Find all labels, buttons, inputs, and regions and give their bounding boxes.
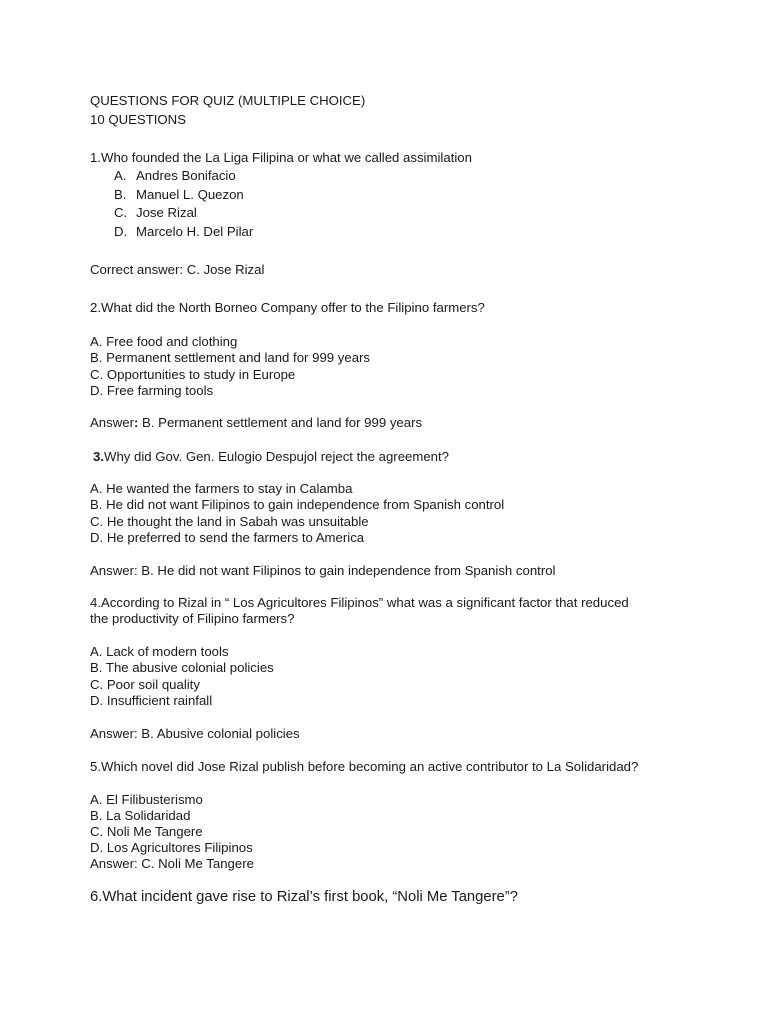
question-2-option-b: B. Permanent settlement and land for 999 years bbox=[90, 350, 371, 365]
option-letter: C. bbox=[114, 205, 128, 220]
option-text: Jose Rizal bbox=[136, 205, 197, 220]
question-count: 10 QUESTIONS bbox=[90, 112, 187, 127]
question-3-option-d: D. He preferred to send the farmers to America bbox=[90, 530, 365, 545]
question-3-option-b: B. He did not want Filipinos to gain independence from Spanish control bbox=[90, 497, 505, 512]
question-number: 3. bbox=[93, 449, 104, 464]
question-3-option-a: A. He wanted the farmers to stay in Calamba bbox=[90, 481, 353, 496]
question-body: Why did Gov. Gen. Eulogio Despujol reject the agreement? bbox=[104, 449, 450, 464]
question-1-option-b bbox=[114, 187, 244, 203]
option-text: Manuel L. Quezon bbox=[136, 187, 244, 202]
answer-colon: : bbox=[133, 415, 139, 430]
question-6-text: 6.What incident gave rise to Rizal’s first book, “Noli Me Tangere”? bbox=[90, 889, 518, 905]
question-2-text: 2.What did the North Borneo Company offer to the Filipino farmers? bbox=[90, 300, 485, 315]
question-4-answer: Answer: B. Abusive colonial policies bbox=[90, 726, 300, 741]
question-5-option-b: B. La Solidaridad bbox=[90, 808, 191, 823]
question-2-option-a: A. Free food and clothing bbox=[90, 334, 238, 349]
answer-label: Answer bbox=[90, 415, 134, 430]
question-4-text-line-2: the productivity of Filipino farmers? bbox=[90, 611, 295, 626]
option-letter: A. bbox=[114, 168, 127, 183]
question-2-option-d: D. Free farming tools bbox=[90, 383, 214, 398]
option-text: Andres Bonifacio bbox=[136, 168, 236, 183]
question-5-answer: Answer: C. Noli Me Tangere bbox=[90, 856, 254, 871]
question-4-option-a: A. Lack of modern tools bbox=[90, 644, 229, 659]
question-3-text bbox=[93, 449, 449, 465]
question-5-option-c: C. Noli Me Tangere bbox=[90, 824, 203, 839]
question-1-option-d bbox=[114, 224, 253, 240]
option-letter: B. bbox=[114, 187, 127, 202]
question-1-answer: Correct answer: C. Jose Rizal bbox=[90, 262, 265, 277]
question-4-option-c: C. Poor soil quality bbox=[90, 677, 200, 692]
question-4-text-line-1: 4.According to Rizal in “ Los Agricultores Filipinos” what was a significant factor that reduced bbox=[90, 595, 629, 610]
question-4-option-b: B. The abusive colonial policies bbox=[90, 660, 274, 675]
option-letter: D. bbox=[114, 224, 128, 239]
answer-text: B. Permanent settlement and land for 999 years bbox=[138, 415, 423, 430]
question-5-option-a: A. El Filibusterismo bbox=[90, 792, 203, 807]
question-2-option-c: C. Opportunities to study in Europe bbox=[90, 367, 296, 382]
option-text: Marcelo H. Del Pilar bbox=[136, 224, 254, 239]
question-5-option-d: D. Los Agricultores Filipinos bbox=[90, 840, 253, 855]
question-1-option-a bbox=[114, 168, 236, 184]
question-5-text: 5.Which novel did Jose Rizal publish before becoming an active contributor to La Solidaridad? bbox=[90, 759, 639, 774]
question-2-answer bbox=[90, 415, 422, 431]
question-3-answer: Answer: B. He did not want Filipinos to gain independence from Spanish control bbox=[90, 563, 556, 578]
question-4-option-d: D. Insufficient rainfall bbox=[90, 693, 213, 708]
question-1-text: 1.Who founded the La Liga Filipina or what we called assimilation bbox=[90, 150, 472, 165]
document-title: QUESTIONS FOR QUIZ (MULTIPLE CHOICE) bbox=[90, 93, 366, 108]
question-1-option-c bbox=[114, 205, 197, 221]
question-3-option-c: C. He thought the land in Sabah was unsuitable bbox=[90, 514, 369, 529]
